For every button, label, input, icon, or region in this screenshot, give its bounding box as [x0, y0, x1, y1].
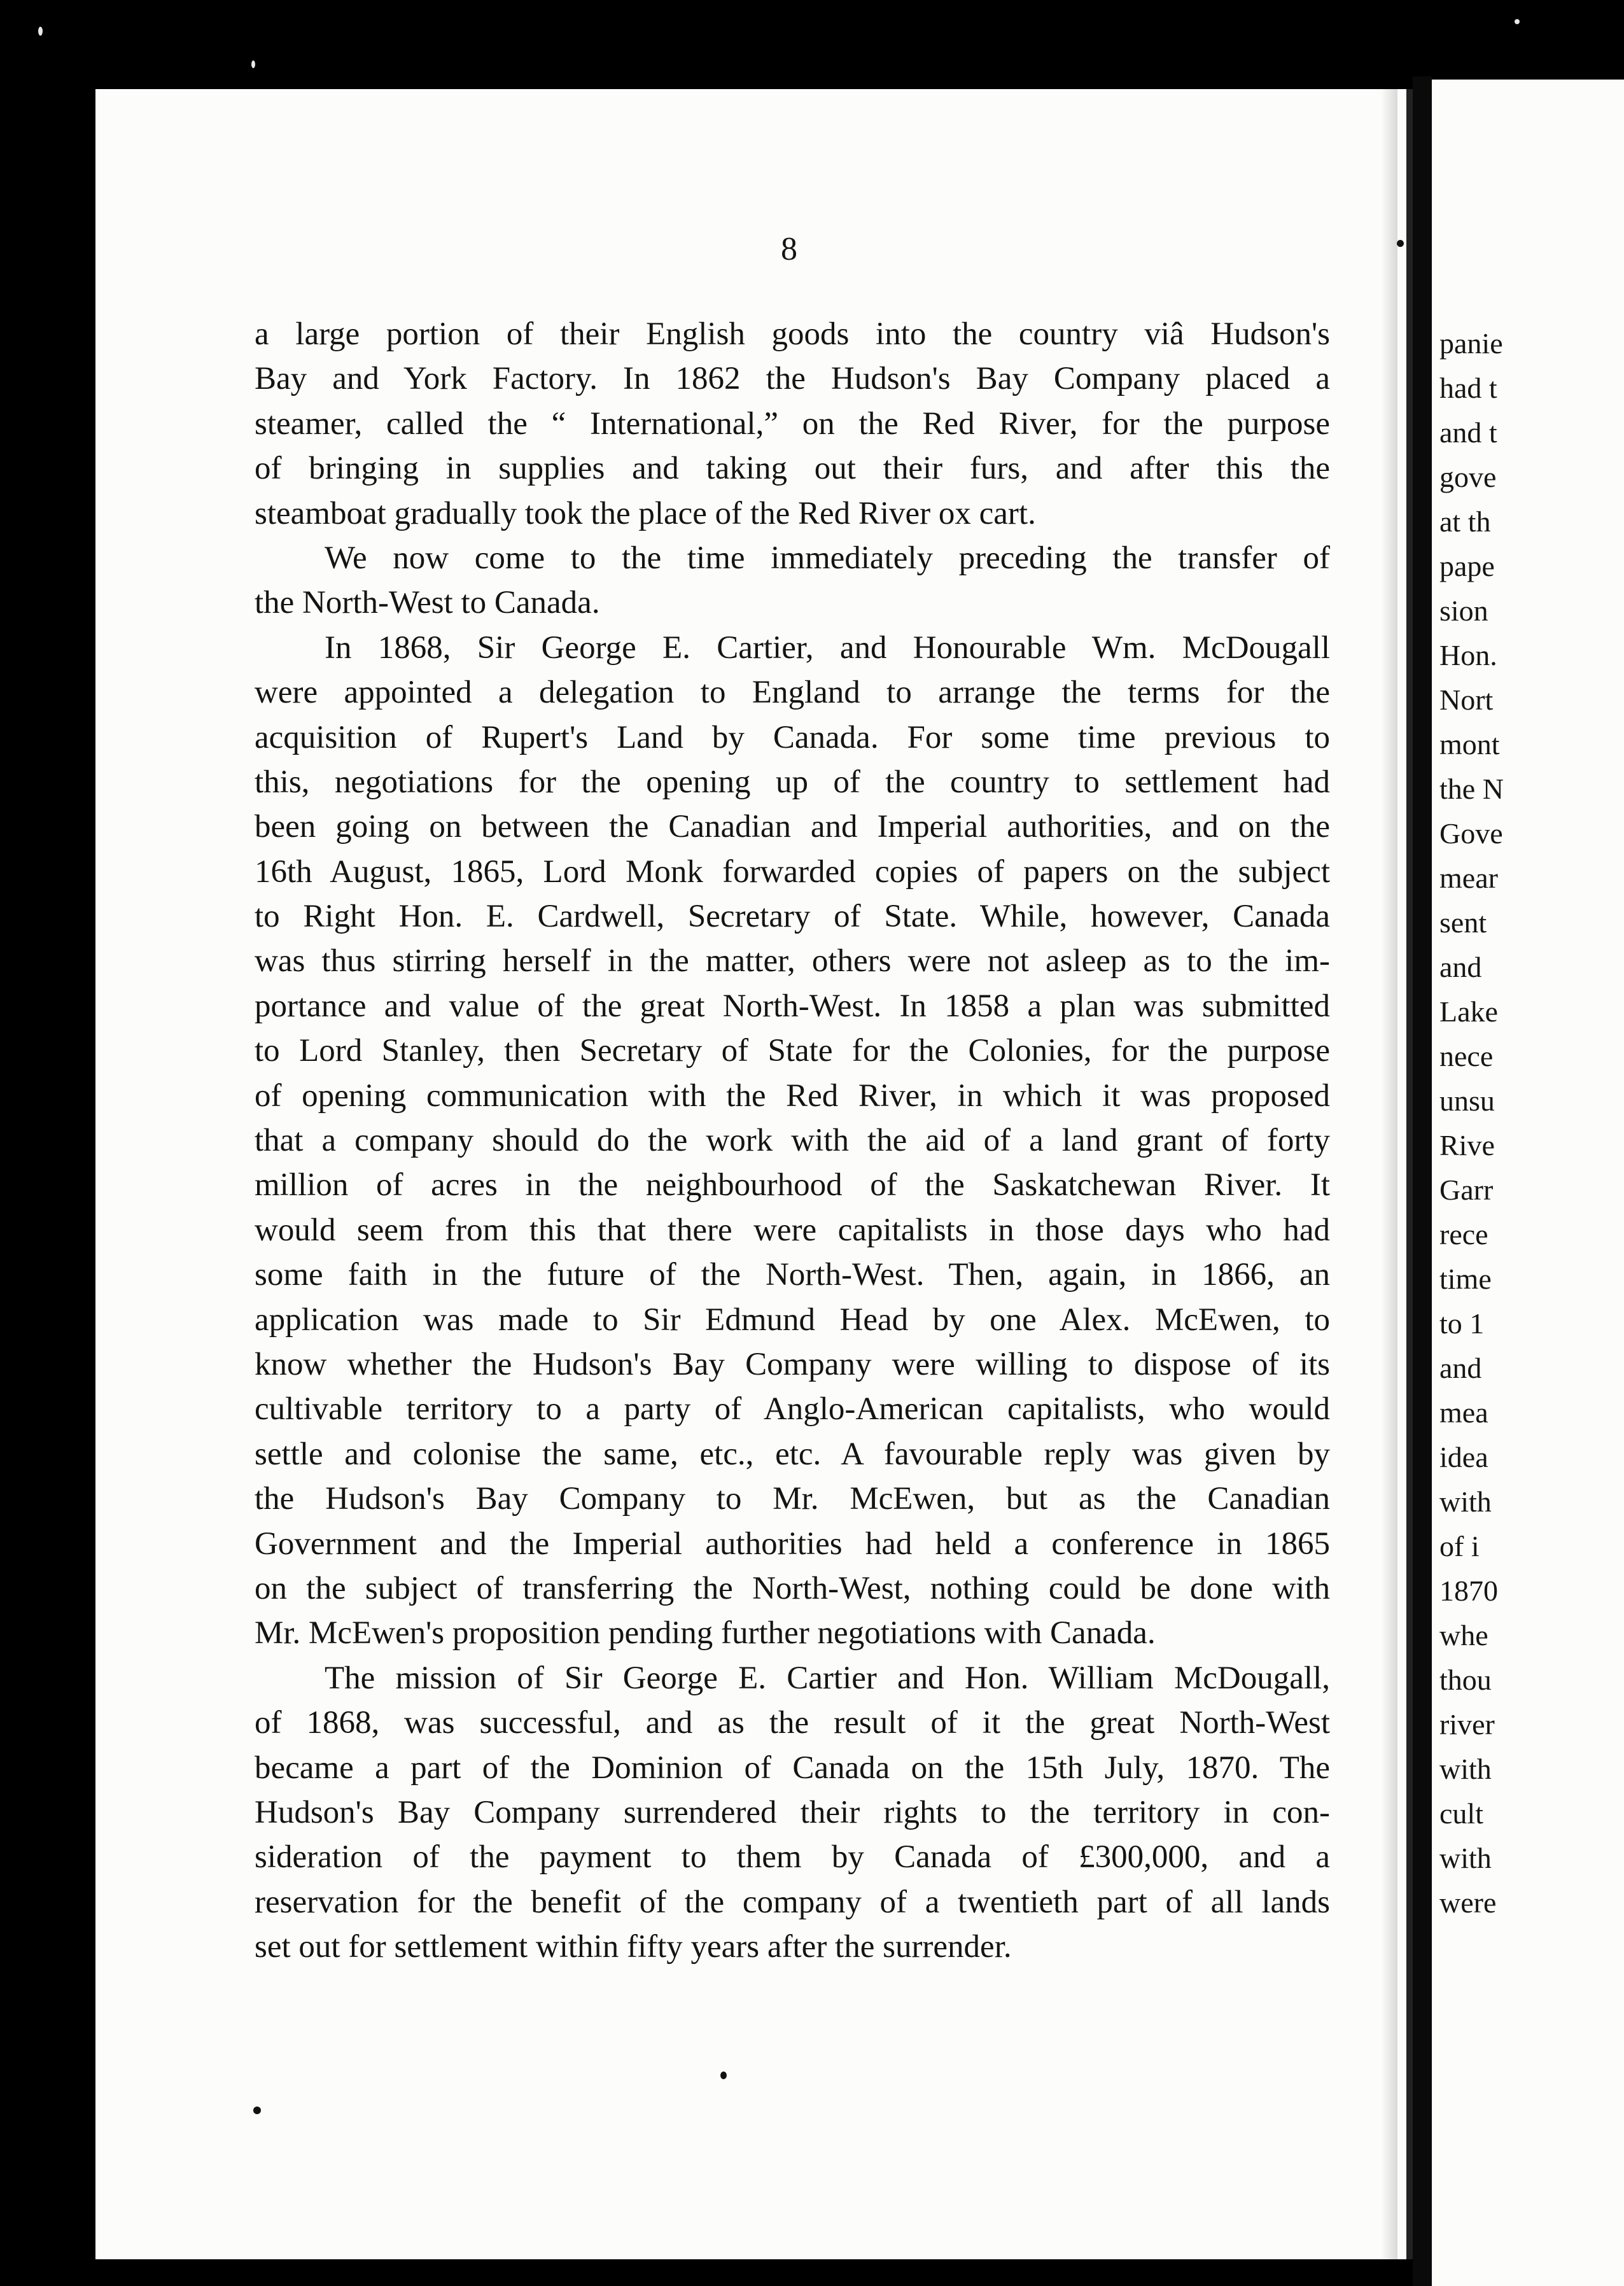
text-line: settle and colonise the same, etc., etc. A favourable reply was given by: [255, 1436, 1330, 1472]
right-text-fragment: Hon.: [1439, 639, 1497, 671]
right-text-fragment: had t: [1439, 372, 1497, 404]
right-text-fragment: sent: [1439, 906, 1487, 939]
right-text-fragment: to 1: [1439, 1307, 1485, 1340]
right-text-fragment: pape: [1439, 550, 1495, 582]
text-line: 16th August, 1865, Lord Monk forwarded copies of papers on the subject: [255, 853, 1330, 890]
right-text-fragment: time: [1439, 1263, 1492, 1295]
dust-speck: [38, 27, 43, 36]
text-line: would seem from this that there were capitalists in those days who had: [255, 1212, 1330, 1248]
right-text-fragment: river: [1439, 1708, 1495, 1741]
right-text-fragment: Rive: [1439, 1129, 1495, 1161]
right-text-fragment: unsu: [1439, 1084, 1495, 1117]
right-text-fragment: with: [1439, 1485, 1492, 1518]
text-line: million of acres in the neighbourhood of the Saskatchewan River. It: [255, 1167, 1330, 1203]
text-line: steamboat gradually took the place of the Red River ox cart.: [255, 495, 1036, 531]
right-text-fragment: nece: [1439, 1040, 1494, 1072]
right-text-fragment: and: [1439, 1352, 1482, 1384]
text-line: became a part of the Dominion of Canada on the 15th July, 1870. The: [255, 1750, 1330, 1786]
page-number: 8: [781, 231, 797, 267]
right-text-fragment: sion: [1439, 594, 1488, 627]
text-line: Hudson's Bay Company surrendered their rights to the territory in con-: [255, 1794, 1330, 1830]
text-line: to Lord Stanley, then Secretary of State for the Colonies, for the purpose: [255, 1033, 1330, 1069]
book-gutter: [1413, 76, 1432, 2286]
right-text-fragment: gove: [1439, 461, 1497, 493]
text-line: the North-West to Canada.: [255, 585, 600, 621]
text-line: set out for settlement within fifty years after the surrender.: [255, 1929, 1012, 1965]
text-line: application was made to Sir Edmund Head by one Alex. McEwen, to: [255, 1301, 1330, 1338]
text-line: cultivable territory to a party of Anglo-American capitalists, who would: [255, 1391, 1330, 1427]
text-line: reservation for the benefit of the company of a twentieth part of all lands: [255, 1884, 1330, 1920]
text-line: know whether the Hudson's Bay Company were willing to dispose of its: [255, 1346, 1330, 1382]
text-line: of opening communication with the Red River, in which it was proposed: [255, 1077, 1330, 1114]
right-text-fragment: with: [1439, 1842, 1492, 1874]
right-text-fragment: cult: [1439, 1797, 1483, 1830]
dust-speck: [251, 60, 255, 68]
ink-speck: [253, 2107, 261, 2114]
text-line: that a company should do the work with the aid of a land grant of forty: [255, 1123, 1330, 1159]
text-line: acquisition of Rupert's Land by Canada. For some time previous to: [255, 719, 1330, 755]
right-text-fragment: mear: [1439, 862, 1498, 894]
right-text-fragment: mont: [1439, 728, 1500, 761]
right-text-fragment: Gove: [1439, 817, 1503, 850]
right-text-fragment: idea: [1439, 1441, 1488, 1473]
right-text-fragment: thou: [1439, 1664, 1492, 1696]
body-text: [255, 312, 1330, 1969]
dust-speck: [1515, 19, 1520, 24]
right-text-fragment: whe: [1439, 1619, 1488, 1651]
text-line: were appointed a delegation to England to arrange the terms for the: [255, 675, 1330, 711]
right-text-fragment: and: [1439, 951, 1482, 983]
right-text-fragment: were: [1439, 1886, 1497, 1919]
ink-speck: [720, 2072, 727, 2079]
right-text-fragment: Lake: [1439, 995, 1498, 1028]
ink-speck: [1397, 240, 1404, 247]
text-line: We now come to the time immediately preceding the transfer of: [325, 540, 1330, 576]
text-line: to Right Hon. E. Cardwell, Secretary of State. While, however, Canada: [255, 899, 1330, 935]
text-line: this, negotiations for the opening up of the country to settlement had: [255, 764, 1330, 800]
text-line: was thus stirring herself in the matter, others were not asleep as to the im-: [255, 943, 1330, 979]
text-line: In 1868, Sir George E. Cartier, and Honourable Wm. McDougall: [325, 629, 1330, 666]
right-text-fragment: Nort: [1439, 684, 1494, 716]
text-line: Bay and York Factory. In 1862 the Hudson's Bay Company placed a: [255, 361, 1330, 397]
text-line: Government and the Imperial authorities had held a conference in 1865: [255, 1525, 1330, 1562]
text-line: Mr. McEwen's proposition pending further negotiations with Canada.: [255, 1615, 1156, 1651]
right-text-fragment: mea: [1439, 1396, 1488, 1429]
text-line: been going on between the Canadian and Imperial authorities, and on the: [255, 809, 1330, 845]
right-text-fragment: at th: [1439, 505, 1491, 538]
right-text-fragment: rece: [1439, 1218, 1488, 1251]
right-text-fragment: the N: [1439, 773, 1504, 805]
text-line: steamer, called the “ International,” on the Red River, for the purpose: [255, 405, 1330, 442]
text-line: portance and value of the great North-West. In 1858 a plan was submitted: [255, 988, 1330, 1024]
text-line: the Hudson's Bay Company to Mr. McEwen, but as the Canadian: [255, 1481, 1330, 1517]
text-line: sideration of the payment to them by Canada of £300,000, and a: [255, 1839, 1330, 1876]
text-line: some faith in the future of the North-West. Then, again, in 1866, an: [255, 1257, 1330, 1293]
text-line: The mission of Sir George E. Cartier and Hon. William McDougall,: [325, 1660, 1330, 1696]
text-line: a large portion of their English goods into the country viâ Hudson's: [255, 316, 1330, 352]
right-text-fragment: 1870: [1439, 1574, 1498, 1607]
text-line: of bringing in supplies and taking out their furs, and after this the: [255, 451, 1330, 487]
right-text-fragment: of i: [1439, 1530, 1480, 1562]
text-line: on the subject of transferring the North-West, nothing could be done with: [255, 1570, 1330, 1606]
right-text-fragment: Garr: [1439, 1174, 1494, 1206]
right-text-fragment: with: [1439, 1753, 1492, 1785]
right-text-fragment: panie: [1439, 327, 1503, 360]
text-line: of 1868, was successful, and as the result of it the great North-West: [255, 1705, 1330, 1741]
right-page-text: [1439, 321, 1504, 1925]
right-text-fragment: and t: [1439, 416, 1497, 449]
